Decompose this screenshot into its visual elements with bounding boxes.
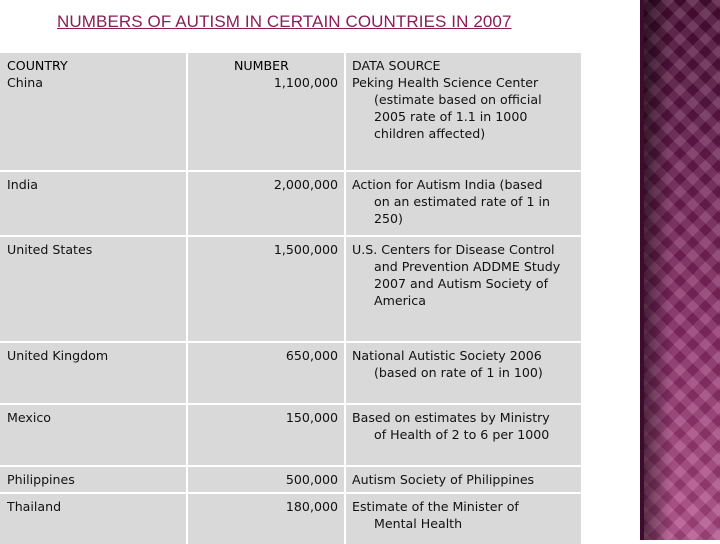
source-line: Action for Autism India (based — [352, 177, 543, 192]
column-divider — [186, 494, 188, 544]
column-divider — [186, 237, 188, 341]
number-cell — [188, 494, 344, 544]
source-line: on an estimated rate of 1 in — [374, 194, 551, 209]
source-cell — [346, 172, 581, 235]
column-divider — [186, 172, 188, 235]
column-divider — [344, 343, 346, 403]
column-divider — [186, 343, 188, 403]
country-name: Thailand — [7, 499, 62, 514]
source-cell — [346, 494, 581, 544]
country-cell — [0, 405, 186, 465]
autism-data-table — [0, 53, 581, 544]
source-line: children affected) — [374, 126, 486, 141]
number-value: 500,000 — [285, 472, 338, 487]
country-cell — [0, 172, 186, 235]
column-divider — [186, 467, 188, 492]
country-name: India — [7, 177, 38, 192]
page-title: NUMBERS OF AUTISM IN CERTAIN COUNTRIES IN 2007 — [57, 12, 512, 31]
source-line: Mental Health — [374, 516, 463, 531]
source-line: National Autistic Society 2006 — [352, 348, 542, 363]
country-cell — [0, 467, 186, 492]
source-line: (based on rate of 1 in 100) — [374, 365, 543, 380]
country-name: Philippines — [7, 472, 75, 487]
column-divider — [344, 53, 346, 170]
country-name: United Kingdom — [7, 348, 109, 363]
table-row-united-states — [0, 237, 581, 343]
table-row-philippines — [0, 467, 581, 494]
table-row-united-kingdom — [0, 343, 581, 405]
number-value: 180,000 — [285, 499, 338, 514]
column-divider — [186, 53, 188, 170]
country-cell — [0, 494, 186, 544]
country-name: United States — [7, 242, 93, 257]
source-cell — [346, 53, 581, 170]
number-cell — [188, 343, 344, 403]
number-value: 2,000,000 — [273, 177, 338, 192]
number-cell — [188, 237, 344, 341]
source-line: 250) — [374, 211, 403, 226]
number-value: 1,100,000 — [273, 75, 338, 90]
number-value: 1,500,000 — [273, 242, 338, 257]
column-divider — [344, 237, 346, 341]
source-line: and Prevention ADDME Study — [374, 259, 561, 274]
number-value: 650,000 — [285, 348, 338, 363]
number-cell — [188, 405, 344, 465]
source-line: Estimate of the Minister of — [352, 499, 519, 514]
source-line: 2005 rate of 1.1 in 1000 — [374, 109, 528, 124]
column-header-number: NUMBER — [234, 58, 289, 73]
column-header-country: COUNTRY — [7, 58, 68, 73]
column-divider — [344, 467, 346, 492]
column-divider — [344, 494, 346, 544]
source-cell — [346, 467, 581, 492]
country-cell — [0, 343, 186, 403]
source-line: U.S. Centers for Disease Control — [352, 242, 555, 257]
source-line: of Health of 2 to 6 per 1000 — [374, 427, 550, 442]
country-cell — [0, 237, 186, 341]
source-line: Autism Society of Philippines — [352, 472, 535, 487]
source-line: America — [374, 293, 426, 308]
table-row-mexico — [0, 405, 581, 467]
source-line: 2007 and Autism Society of — [374, 276, 549, 291]
source-cell — [346, 237, 581, 341]
column-divider — [344, 172, 346, 235]
column-divider — [186, 405, 188, 465]
source-line: Peking Health Science Center — [352, 75, 539, 90]
country-name: Mexico — [7, 410, 51, 425]
column-divider — [344, 405, 346, 465]
column-header-source: DATA SOURCE — [352, 58, 441, 73]
source-line: Based on estimates by Ministry — [352, 410, 550, 425]
country-cell — [0, 53, 186, 170]
source-line: (estimate based on official — [374, 92, 542, 107]
number-value: 150,000 — [285, 410, 338, 425]
table-row-thailand — [0, 494, 581, 544]
number-cell — [188, 53, 344, 170]
decorative-side-panel — [640, 0, 720, 540]
source-cell — [346, 405, 581, 465]
country-name: China — [7, 75, 43, 90]
number-cell — [188, 172, 344, 235]
table-row-china — [0, 53, 581, 172]
table-row-india — [0, 172, 581, 237]
number-cell — [188, 467, 344, 492]
source-cell — [346, 343, 581, 403]
